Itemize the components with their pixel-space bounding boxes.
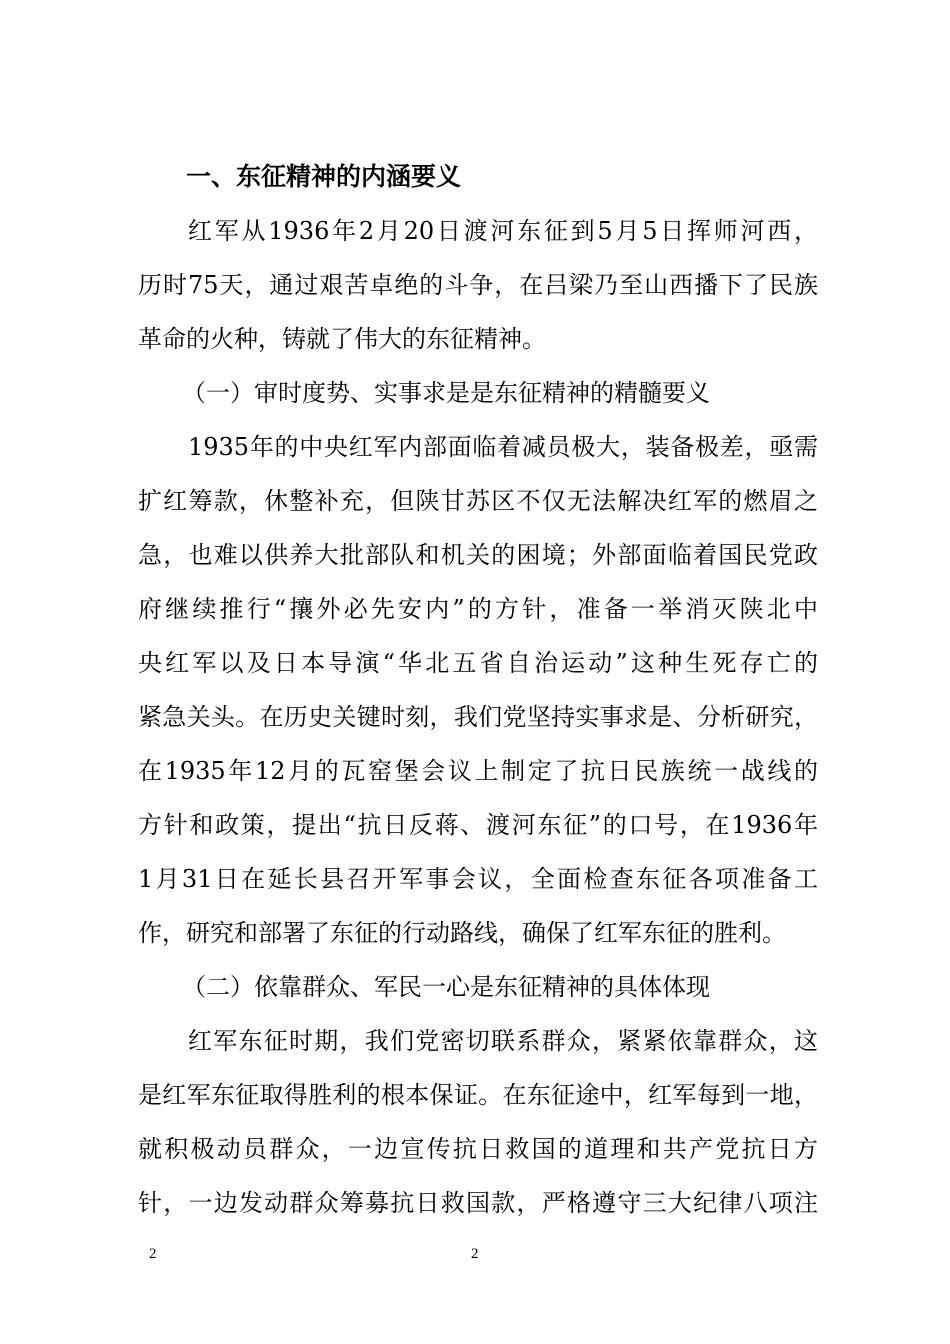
paragraph-line: 1935年的中央红军内部面临着减员极大，装备极差，亟需 — [188, 433, 818, 461]
subsection-2-paragraph — [138, 1014, 818, 1230]
paragraph-line: 针，一边发动群众筹募抗日救国款，严格遵守三大纪律八项注 — [138, 1189, 818, 1217]
subsection-1-title: （一）审时度势、实事求是是东征精神的精髓要义 — [182, 379, 710, 407]
page-number-left: 2 — [149, 1246, 157, 1262]
paragraph-line: 是红军东征取得胜利的根本保证。在东征途中，红军每到一地， — [138, 1081, 818, 1109]
subsection-1-paragraph — [138, 420, 818, 960]
paragraph-line: 府继续推行“攘外必先安内”的方针，准备一举消灭陕北中 — [138, 595, 818, 623]
paragraph-line: 央红军以及日本导演“华北五省自治运动”这种生死存亡的 — [138, 649, 818, 677]
paragraph-line: 作，研究和部署了东征的行动路线，确保了红军东征的胜利。 — [138, 919, 786, 947]
paragraph-line: 紧急关头。在历史关键时刻，我们党坚持实事求是、分析研究， — [138, 703, 818, 731]
paragraph-line: 扩红筹款，休整补充，但陕甘苏区不仅无法解决红军的燃眉之 — [138, 487, 818, 515]
paragraph-line: 在1935年12月的瓦窑堡会议上制定了抗日民族统一战线的 — [138, 757, 818, 785]
paragraph-line: 历时75天，通过艰苦卓绝的斗争，在吕梁乃至山西播下了民族 — [138, 271, 818, 299]
document-body — [138, 150, 818, 1230]
paragraph-line: 就积极动员群众，一边宣传抗日救国的道理和共产党抗日方 — [138, 1135, 818, 1163]
section-title: 一、东征精神的内涵要义 — [186, 162, 462, 191]
paragraph-line: 急，也难以供养大批部队和机关的困境；外部面临着国民党政 — [138, 541, 818, 569]
paragraph-line: 方针和政策，提出“抗日反蒋、渡河东征”的口号，在1936年 — [138, 811, 818, 839]
paragraph-line: 红军从1936年2月20日渡河东征到5月5日挥师河西， — [188, 217, 818, 245]
subsection-2-title: （二）依靠群众、军民一心是东征精神的具体体现 — [182, 973, 710, 1001]
paragraph-line: 革命的火种，铸就了伟大的东征精神。 — [138, 325, 546, 353]
paragraph-line: 红军东征时期，我们党密切联系群众，紧紧依靠群众，这 — [188, 1027, 818, 1055]
paragraph-line: 1月31日在延长县召开军事会议，全面检查东征各项准备工 — [138, 865, 818, 893]
intro-paragraph — [138, 204, 818, 366]
page-number-center: 2 — [471, 1246, 479, 1262]
